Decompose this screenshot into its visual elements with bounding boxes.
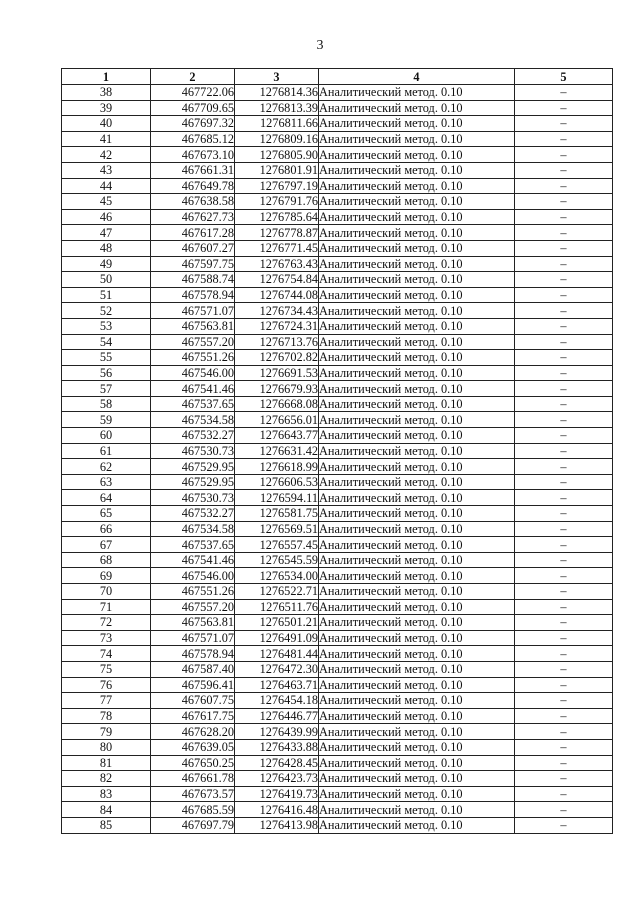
point-number-cell: 77 [62,693,151,709]
note-cell: – [515,630,613,646]
table-row [62,724,613,740]
x-coordinate-cell: 467587.40 [151,661,235,677]
x-coordinate-cell: 467697.32 [151,116,235,132]
note-cell: – [515,396,613,412]
method-cell: Аналитический метод. 0.10 [319,209,515,225]
point-number-cell: 53 [62,318,151,334]
note-cell: – [515,318,613,334]
table-row [62,630,613,646]
method-cell: Аналитический метод. 0.10 [319,147,515,163]
note-cell: – [515,755,613,771]
table-row [62,396,613,412]
note-cell: – [515,178,613,194]
method-cell: Аналитический метод. 0.10 [319,272,515,288]
table-row [62,521,613,537]
x-coordinate-cell: 467638.58 [151,194,235,210]
y-coordinate-cell: 1276702.82 [235,350,319,366]
point-number-cell: 81 [62,755,151,771]
x-coordinate-cell: 467578.94 [151,287,235,303]
note-cell: – [515,350,613,366]
method-cell: Аналитический метод. 0.10 [319,568,515,584]
y-coordinate-cell: 1276569.51 [235,521,319,537]
method-cell: Аналитический метод. 0.10 [319,584,515,600]
x-coordinate-cell: 467578.94 [151,646,235,662]
note-cell: – [515,85,613,101]
table-row [62,100,613,116]
method-cell: Аналитический метод. 0.10 [319,615,515,631]
x-coordinate-cell: 467709.65 [151,100,235,116]
method-cell: Аналитический метод. 0.10 [319,318,515,334]
note-cell: – [515,162,613,178]
point-number-cell: 75 [62,661,151,677]
note-cell: – [515,817,613,833]
method-cell: Аналитический метод. 0.10 [319,755,515,771]
y-coordinate-cell: 1276428.45 [235,755,319,771]
method-cell: Аналитический метод. 0.10 [319,240,515,256]
note-cell: – [515,677,613,693]
table-row [62,693,613,709]
note-cell: – [515,708,613,724]
table-row [62,474,613,490]
point-number-cell: 48 [62,240,151,256]
table-row [62,225,613,241]
note-cell: – [515,240,613,256]
y-coordinate-cell: 1276801.91 [235,162,319,178]
y-coordinate-cell: 1276522.71 [235,584,319,600]
method-cell: Аналитический метод. 0.10 [319,661,515,677]
method-cell: Аналитический метод. 0.10 [319,646,515,662]
note-cell: – [515,599,613,615]
x-coordinate-cell: 467685.59 [151,802,235,818]
point-number-cell: 78 [62,708,151,724]
x-coordinate-cell: 467597.75 [151,256,235,272]
table-row [62,677,613,693]
y-coordinate-cell: 1276545.59 [235,552,319,568]
note-cell: – [515,739,613,755]
note-cell: – [515,724,613,740]
x-coordinate-cell: 467627.73 [151,209,235,225]
method-cell: Аналитический метод. 0.10 [319,693,515,709]
y-coordinate-cell: 1276618.99 [235,459,319,475]
method-cell: Аналитический метод. 0.10 [319,85,515,101]
y-coordinate-cell: 1276446.77 [235,708,319,724]
method-cell: Аналитический метод. 0.10 [319,599,515,615]
point-number-cell: 52 [62,303,151,319]
table-row [62,459,613,475]
method-cell: Аналитический метод. 0.10 [319,459,515,475]
point-number-cell: 62 [62,459,151,475]
point-number-cell: 84 [62,802,151,818]
method-cell: Аналитический метод. 0.10 [319,178,515,194]
note-cell: – [515,100,613,116]
note-cell: – [515,474,613,490]
method-cell: Аналитический метод. 0.10 [319,443,515,459]
column-header-3: 3 [235,69,319,85]
point-number-cell: 55 [62,350,151,366]
point-number-cell: 82 [62,771,151,787]
x-coordinate-cell: 467650.25 [151,755,235,771]
x-coordinate-cell: 467563.81 [151,615,235,631]
table-row [62,568,613,584]
note-cell: – [515,786,613,802]
point-number-cell: 43 [62,162,151,178]
y-coordinate-cell: 1276744.08 [235,287,319,303]
table-row [62,771,613,787]
note-cell: – [515,771,613,787]
y-coordinate-cell: 1276454.18 [235,693,319,709]
x-coordinate-cell: 467673.10 [151,147,235,163]
method-cell: Аналитический метод. 0.10 [319,552,515,568]
method-cell: Аналитический метод. 0.10 [319,194,515,210]
x-coordinate-cell: 467649.78 [151,178,235,194]
note-cell: – [515,693,613,709]
x-coordinate-cell: 467557.20 [151,599,235,615]
y-coordinate-cell: 1276763.43 [235,256,319,272]
table-row [62,178,613,194]
method-cell: Аналитический метод. 0.10 [319,677,515,693]
x-coordinate-cell: 467530.73 [151,443,235,459]
x-coordinate-cell: 467532.27 [151,506,235,522]
point-number-cell: 64 [62,490,151,506]
method-cell: Аналитический метод. 0.10 [319,350,515,366]
column-header-5: 5 [515,69,613,85]
x-coordinate-cell: 467534.58 [151,412,235,428]
table-row [62,318,613,334]
x-coordinate-cell: 467607.27 [151,240,235,256]
point-number-cell: 83 [62,786,151,802]
table-row [62,599,613,615]
method-cell: Аналитический метод. 0.10 [319,490,515,506]
note-cell: – [515,584,613,600]
note-cell: – [515,225,613,241]
x-coordinate-cell: 467541.46 [151,381,235,397]
point-number-cell: 67 [62,537,151,553]
table-row [62,739,613,755]
column-header-1: 1 [62,69,151,85]
note-cell: – [515,116,613,132]
note-cell: – [515,802,613,818]
point-number-cell: 40 [62,116,151,132]
x-coordinate-cell: 467661.78 [151,771,235,787]
point-number-cell: 72 [62,615,151,631]
table-row [62,209,613,225]
x-coordinate-cell: 467541.46 [151,552,235,568]
note-cell: – [515,428,613,444]
point-number-cell: 71 [62,599,151,615]
table-row [62,240,613,256]
y-coordinate-cell: 1276771.45 [235,240,319,256]
table-row [62,646,613,662]
y-coordinate-cell: 1276643.77 [235,428,319,444]
x-coordinate-cell: 467532.27 [151,428,235,444]
point-number-cell: 76 [62,677,151,693]
table-row [62,802,613,818]
x-coordinate-cell: 467722.06 [151,85,235,101]
method-cell: Аналитический метод. 0.10 [319,381,515,397]
method-cell: Аналитический метод. 0.10 [319,303,515,319]
column-header-2: 2 [151,69,235,85]
table-header-row [62,69,613,85]
note-cell: – [515,552,613,568]
table-row [62,287,613,303]
note-cell: – [515,147,613,163]
x-coordinate-cell: 467639.05 [151,739,235,755]
column-header-4: 4 [319,69,515,85]
point-number-cell: 79 [62,724,151,740]
point-number-cell: 60 [62,428,151,444]
point-number-cell: 44 [62,178,151,194]
table-row [62,661,613,677]
point-number-cell: 63 [62,474,151,490]
table-row [62,490,613,506]
method-cell: Аналитический метод. 0.10 [319,630,515,646]
y-coordinate-cell: 1276594.11 [235,490,319,506]
note-cell: – [515,506,613,522]
method-cell: Аналитический метод. 0.10 [319,708,515,724]
note-cell: – [515,443,613,459]
point-number-cell: 38 [62,85,151,101]
x-coordinate-cell: 467571.07 [151,303,235,319]
coordinates-table [61,68,613,834]
y-coordinate-cell: 1276419.73 [235,786,319,802]
note-cell: – [515,194,613,210]
table-row [62,755,613,771]
y-coordinate-cell: 1276809.16 [235,131,319,147]
x-coordinate-cell: 467529.95 [151,459,235,475]
y-coordinate-cell: 1276811.66 [235,116,319,132]
point-number-cell: 70 [62,584,151,600]
point-number-cell: 58 [62,396,151,412]
point-number-cell: 59 [62,412,151,428]
note-cell: – [515,412,613,428]
note-cell: – [515,646,613,662]
method-cell: Аналитический метод. 0.10 [319,287,515,303]
y-coordinate-cell: 1276463.71 [235,677,319,693]
x-coordinate-cell: 467588.74 [151,272,235,288]
y-coordinate-cell: 1276679.93 [235,381,319,397]
table-row [62,350,613,366]
y-coordinate-cell: 1276439.99 [235,724,319,740]
note-cell: – [515,568,613,584]
note-cell: – [515,459,613,475]
y-coordinate-cell: 1276534.00 [235,568,319,584]
table-row [62,708,613,724]
y-coordinate-cell: 1276814.36 [235,85,319,101]
method-cell: Аналитический метод. 0.10 [319,365,515,381]
y-coordinate-cell: 1276813.39 [235,100,319,116]
table-row [62,131,613,147]
y-coordinate-cell: 1276481.44 [235,646,319,662]
y-coordinate-cell: 1276491.09 [235,630,319,646]
y-coordinate-cell: 1276423.73 [235,771,319,787]
note-cell: – [515,490,613,506]
y-coordinate-cell: 1276713.76 [235,334,319,350]
note-cell: – [515,521,613,537]
method-cell: Аналитический метод. 0.10 [319,428,515,444]
y-coordinate-cell: 1276501.21 [235,615,319,631]
x-coordinate-cell: 467534.58 [151,521,235,537]
y-coordinate-cell: 1276668.08 [235,396,319,412]
y-coordinate-cell: 1276754.84 [235,272,319,288]
x-coordinate-cell: 467673.57 [151,786,235,802]
point-number-cell: 42 [62,147,151,163]
method-cell: Аналитический метод. 0.10 [319,724,515,740]
point-number-cell: 57 [62,381,151,397]
y-coordinate-cell: 1276805.90 [235,147,319,163]
table-row [62,381,613,397]
x-coordinate-cell: 467596.41 [151,677,235,693]
table-row [62,85,613,101]
note-cell: – [515,303,613,319]
y-coordinate-cell: 1276433.88 [235,739,319,755]
x-coordinate-cell: 467551.26 [151,350,235,366]
table-row [62,584,613,600]
y-coordinate-cell: 1276413.98 [235,817,319,833]
table-row [62,537,613,553]
note-cell: – [515,287,613,303]
table-row [62,615,613,631]
table-row [62,817,613,833]
y-coordinate-cell: 1276691.53 [235,365,319,381]
point-number-cell: 61 [62,443,151,459]
point-number-cell: 39 [62,100,151,116]
y-coordinate-cell: 1276656.01 [235,412,319,428]
x-coordinate-cell: 467546.00 [151,568,235,584]
method-cell: Аналитический метод. 0.10 [319,771,515,787]
y-coordinate-cell: 1276581.75 [235,506,319,522]
method-cell: Аналитический метод. 0.10 [319,131,515,147]
table-row [62,272,613,288]
method-cell: Аналитический метод. 0.10 [319,334,515,350]
x-coordinate-cell: 467661.31 [151,162,235,178]
table-row [62,256,613,272]
method-cell: Аналитический метод. 0.10 [319,162,515,178]
y-coordinate-cell: 1276785.64 [235,209,319,225]
table-row [62,116,613,132]
y-coordinate-cell: 1276511.76 [235,599,319,615]
note-cell: – [515,334,613,350]
method-cell: Аналитический метод. 0.10 [319,225,515,241]
table-row [62,334,613,350]
note-cell: – [515,381,613,397]
y-coordinate-cell: 1276734.43 [235,303,319,319]
y-coordinate-cell: 1276778.87 [235,225,319,241]
point-number-cell: 85 [62,817,151,833]
table-row [62,303,613,319]
table-row [62,786,613,802]
method-cell: Аналитический метод. 0.10 [319,116,515,132]
table-row [62,194,613,210]
x-coordinate-cell: 467530.73 [151,490,235,506]
table-row [62,365,613,381]
point-number-cell: 51 [62,287,151,303]
x-coordinate-cell: 467529.95 [151,474,235,490]
y-coordinate-cell: 1276557.45 [235,537,319,553]
method-cell: Аналитический метод. 0.10 [319,521,515,537]
method-cell: Аналитический метод. 0.10 [319,396,515,412]
x-coordinate-cell: 467617.28 [151,225,235,241]
x-coordinate-cell: 467537.65 [151,396,235,412]
point-number-cell: 74 [62,646,151,662]
note-cell: – [515,537,613,553]
y-coordinate-cell: 1276416.48 [235,802,319,818]
y-coordinate-cell: 1276472.30 [235,661,319,677]
note-cell: – [515,661,613,677]
point-number-cell: 65 [62,506,151,522]
point-number-cell: 80 [62,739,151,755]
method-cell: Аналитический метод. 0.10 [319,412,515,428]
method-cell: Аналитический метод. 0.10 [319,786,515,802]
point-number-cell: 47 [62,225,151,241]
table-row [62,162,613,178]
method-cell: Аналитический метод. 0.10 [319,817,515,833]
x-coordinate-cell: 467617.75 [151,708,235,724]
method-cell: Аналитический метод. 0.10 [319,739,515,755]
table-row [62,428,613,444]
point-number-cell: 41 [62,131,151,147]
point-number-cell: 73 [62,630,151,646]
point-number-cell: 45 [62,194,151,210]
page-number: 3 [316,38,324,53]
point-number-cell: 56 [62,365,151,381]
method-cell: Аналитический метод. 0.10 [319,802,515,818]
y-coordinate-cell: 1276631.42 [235,443,319,459]
y-coordinate-cell: 1276791.76 [235,194,319,210]
x-coordinate-cell: 467571.07 [151,630,235,646]
x-coordinate-cell: 467697.79 [151,817,235,833]
x-coordinate-cell: 467546.00 [151,365,235,381]
point-number-cell: 49 [62,256,151,272]
note-cell: – [515,209,613,225]
table-body [62,85,613,834]
x-coordinate-cell: 467607.75 [151,693,235,709]
x-coordinate-cell: 467563.81 [151,318,235,334]
note-cell: – [515,272,613,288]
point-number-cell: 68 [62,552,151,568]
point-number-cell: 69 [62,568,151,584]
method-cell: Аналитический метод. 0.10 [319,256,515,272]
table-row [62,506,613,522]
table-row [62,412,613,428]
note-cell: – [515,365,613,381]
y-coordinate-cell: 1276724.31 [235,318,319,334]
x-coordinate-cell: 467685.12 [151,131,235,147]
table-row [62,443,613,459]
point-number-cell: 46 [62,209,151,225]
method-cell: Аналитический метод. 0.10 [319,537,515,553]
table-row [62,552,613,568]
y-coordinate-cell: 1276797.19 [235,178,319,194]
point-number-cell: 54 [62,334,151,350]
method-cell: Аналитический метод. 0.10 [319,506,515,522]
table-row [62,147,613,163]
method-cell: Аналитический метод. 0.10 [319,474,515,490]
x-coordinate-cell: 467537.65 [151,537,235,553]
y-coordinate-cell: 1276606.53 [235,474,319,490]
point-number-cell: 50 [62,272,151,288]
point-number-cell: 66 [62,521,151,537]
x-coordinate-cell: 467557.20 [151,334,235,350]
x-coordinate-cell: 467551.26 [151,584,235,600]
method-cell: Аналитический метод. 0.10 [319,100,515,116]
note-cell: – [515,131,613,147]
note-cell: – [515,615,613,631]
note-cell: – [515,256,613,272]
x-coordinate-cell: 467628.20 [151,724,235,740]
